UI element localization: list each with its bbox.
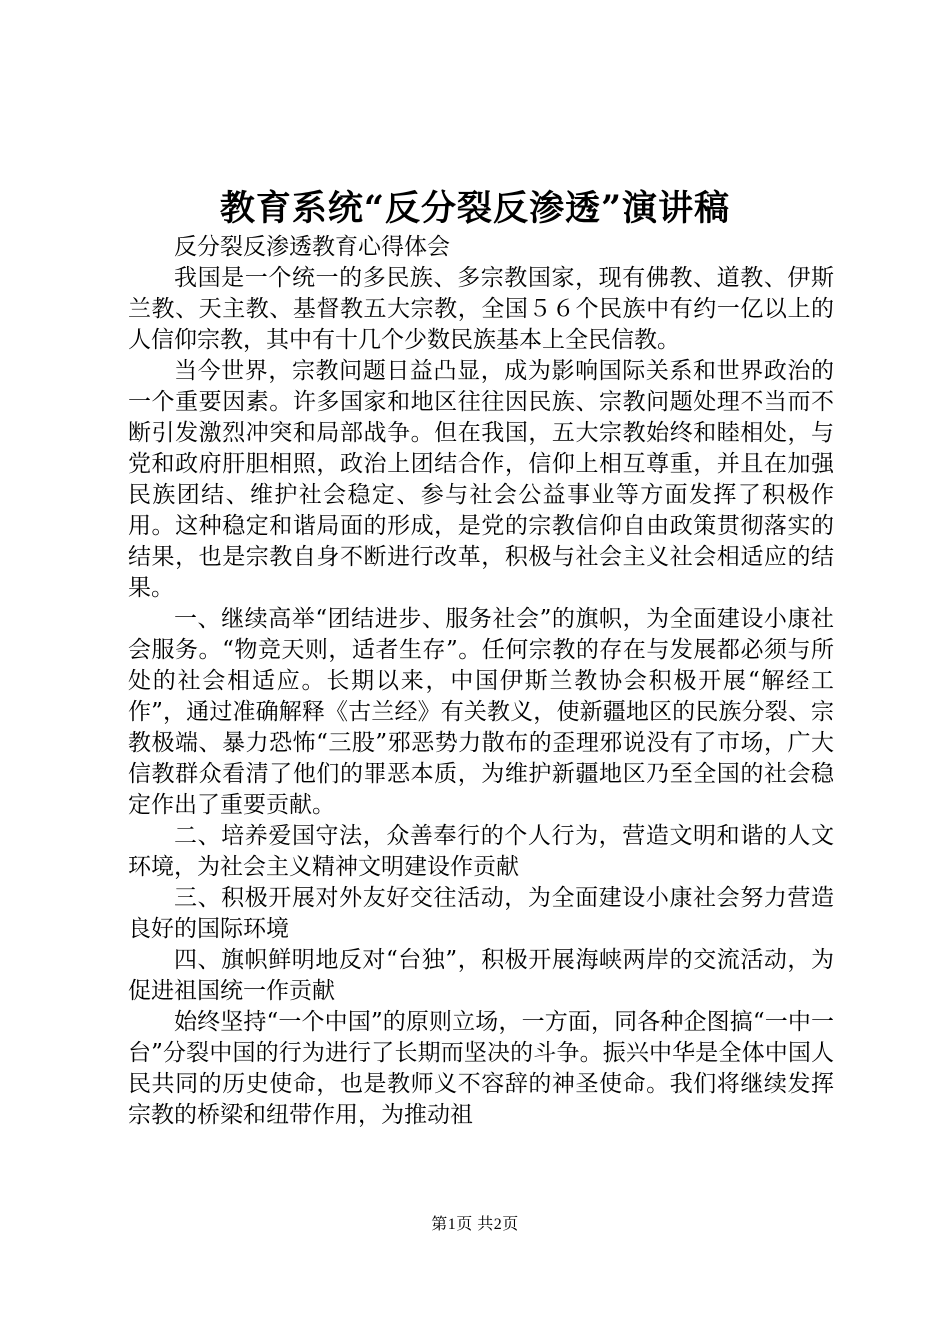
body-paragraph: 三、积极开展对外友好交往活动，为全面建设小康社会努力营造良好的国际环境 [128,885,834,942]
body-paragraph: 一、继续高举“团结进步、服务社会”的旗帜，为全面建设小康社会服务。“物竞天则，适者生存”。任何宗教的存在与发展都必须与所处的社会相适应。长期以来，中国伊斯兰教协会积极开展“解经工作”，通过准确解释《古兰经》有关教义，使新疆地区的民族分裂、宗教极端、暴力恐怖“三股”邪恶势力散布的歪理邪说没有了市场，广大信教群众看清了他们的罪恶本质，为维护新疆地区乃至全国的社会稳定作出了重要贡献。 [128,606,834,818]
body-paragraph: 我国是一个统一的多民族、多宗教国家，现有佛教、道教、伊斯兰教、天主教、基督教五大宗教，全国５６个民族中有约一亿以上的人信仰宗教，其中有十几个少数民族基本上全民信教。 [128,265,834,353]
body-paragraph: 四、旗帜鲜明地反对“台独”，积极开展海峡两岸的交流活动，为促进祖国统一作贡献 [128,947,834,1004]
body-paragraph: 二、培养爱国守法，众善奉行的个人行为，营造文明和谐的人文环境，为社会主义精神文明建设作贡献 [128,823,834,880]
document-title: 教育系统“反分裂反渗透”演讲稿 [219,188,731,229]
body-paragraph: 当今世界，宗教问题日益凸显，成为影响国际关系和世界政治的一个重要因素。许多国家和地区往往因民族、宗教问题处理不当而不断引发激烈冲突和局部战争。但在我国，五大宗教始终和睦相处，与党和政府肝胆相照，政治上团结合作，信仰上相互尊重，并且在加强民族团结、维护社会稳定、参与社会公益事业等方面发挥了积极作用。这种稳定和谐局面的形成，是党的宗教信仰自由政策贯彻落实的结果，也是宗教自身不断进行改革，积极与社会主义社会相适应的结果。 [128,358,834,601]
document-body [128,232,834,1131]
body-paragraph: 始终坚持“一个中国”的原则立场，一方面，同各种企图搞“一中一台”分裂中国的行为进行了长期而坚决的斗争。振兴中华是全体中国人民共同的历史使命，也是教师义不容辞的神圣使命。我们将继续发挥宗教的桥梁和纽带作用，为推动祖 [128,1009,834,1128]
subtitle-paragraph: 反分裂反渗透教育心得体会 [174,234,450,260]
page-number-footer: 第1页 共2页 [431,1216,519,1233]
